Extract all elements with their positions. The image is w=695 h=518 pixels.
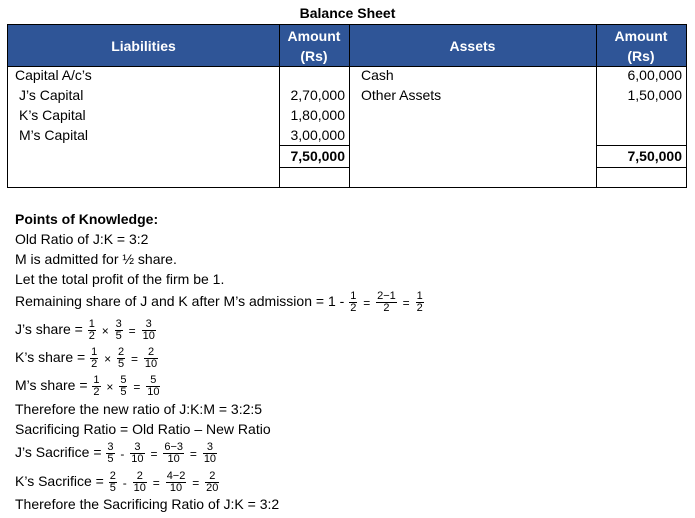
m-share-label: M’s share = bbox=[15, 377, 88, 394]
liability-amount: 2,70,000 bbox=[290, 87, 345, 103]
equals-sign: = bbox=[192, 475, 200, 490]
liabilities-header: Liabilities bbox=[111, 37, 176, 54]
j-sacrifice-line bbox=[15, 441, 218, 465]
fraction: $\frac{1}{2}$ bbox=[416, 290, 423, 314]
equals-sign: = bbox=[363, 295, 371, 310]
amount-header-line2: (Rs) bbox=[300, 47, 328, 64]
equals-sign: = bbox=[128, 323, 136, 338]
equals-sign: = bbox=[133, 379, 141, 394]
remaining-share-line bbox=[15, 290, 425, 314]
multiply-sign: × bbox=[104, 351, 112, 366]
k-share-label: K’s share = bbox=[15, 349, 86, 366]
equals-sign: = bbox=[152, 475, 160, 490]
equals-sign: = bbox=[150, 446, 158, 461]
minus-sign: - bbox=[122, 475, 127, 490]
fraction: $\frac{6-3}{10}$ bbox=[164, 441, 184, 465]
liabilities-amount-header bbox=[279, 25, 349, 66]
fraction: $\frac{1}{2}$ bbox=[93, 374, 100, 398]
fraction: $\frac{2}{5}$ bbox=[117, 346, 125, 370]
liability-label: K’s Capital bbox=[19, 107, 86, 123]
k-sacrifice-line bbox=[15, 470, 220, 494]
multiply-sign: × bbox=[106, 379, 114, 394]
assets-amount-header bbox=[596, 25, 686, 66]
liability-label: M’s Capital bbox=[19, 127, 88, 143]
amount-header-line1: Amount bbox=[287, 27, 341, 44]
liability-label: J’s Capital bbox=[19, 87, 84, 103]
multiply-sign: × bbox=[101, 323, 109, 338]
column-divider bbox=[349, 25, 350, 187]
fraction: $\frac{4-2}{10}$ bbox=[166, 470, 186, 494]
equals-sign: = bbox=[402, 295, 410, 310]
fraction: $\frac{2-1}{2}$ bbox=[377, 290, 396, 314]
balance-sheet-title: Balance Sheet bbox=[299, 5, 396, 21]
fraction: $\frac{3}{10}$ bbox=[131, 441, 144, 465]
amount-header-line1: Amount bbox=[614, 27, 668, 44]
assets-header: Assets bbox=[449, 37, 496, 54]
fraction: $\frac{1}{2}$ bbox=[350, 290, 357, 314]
liability-amount: 3,00,000 bbox=[290, 127, 345, 143]
old-ratio: Old Ratio of J:K = 3:2 bbox=[15, 231, 149, 247]
minus-sign: - bbox=[120, 446, 125, 461]
total-profit-note: Let the total profit of the firm be 1. bbox=[15, 271, 225, 287]
fraction: $\frac{3}{10}$ bbox=[203, 441, 217, 465]
liabilities-total: 7,50,000 bbox=[290, 148, 345, 164]
k-sacrifice-label: K’s Sacrifice = bbox=[15, 473, 104, 490]
conclusion: Therefore the Sacrificing Ratio of J:K = 3:2 bbox=[15, 496, 280, 512]
fraction: $\frac{5}{5}$ bbox=[120, 374, 127, 398]
fraction: $\frac{3}{10}$ bbox=[142, 318, 155, 342]
fraction: $\frac{3}{5}$ bbox=[107, 441, 114, 465]
fraction: $\frac{5}{10}$ bbox=[147, 374, 160, 398]
fraction: $\frac{3}{5}$ bbox=[115, 318, 122, 342]
new-ratio: Therefore the new ratio of J:K:M = 3:2:5 bbox=[15, 401, 263, 417]
asset-label: Cash bbox=[361, 67, 394, 83]
assets-total: 7,50,000 bbox=[627, 148, 682, 164]
j-share-line bbox=[15, 318, 157, 342]
liability-label: Capital A/c’s bbox=[15, 67, 92, 83]
table-header bbox=[8, 25, 686, 66]
total-rule bbox=[596, 167, 686, 168]
equals-sign: = bbox=[131, 351, 139, 366]
admission-note: M is admitted for ½ share. bbox=[15, 251, 177, 267]
fraction: $\frac{2}{5}$ bbox=[109, 470, 116, 494]
k-share-line bbox=[15, 346, 159, 370]
sacrificing-formula: Sacrificing Ratio = Old Ratio – New Ratio bbox=[15, 421, 271, 437]
asset-amount: 6,00,000 bbox=[627, 67, 682, 83]
fraction: $\frac{2}{10}$ bbox=[144, 346, 158, 370]
asset-amount: 1,50,000 bbox=[627, 87, 682, 103]
fraction: $\frac{2}{20}$ bbox=[206, 470, 219, 494]
balance-sheet-table bbox=[7, 24, 687, 188]
fraction: $\frac{1}{2}$ bbox=[88, 318, 95, 342]
amount-header-line2: (Rs) bbox=[627, 47, 655, 64]
fraction: $\frac{1}{2}$ bbox=[91, 346, 98, 370]
remaining-label: Remaining share of J and K after M’s admission = 1 - bbox=[15, 293, 345, 310]
liability-amount: 1,80,000 bbox=[290, 107, 345, 123]
j-share-label: J’s share = bbox=[15, 321, 83, 338]
m-share-line bbox=[15, 374, 161, 398]
asset-label: Other Assets bbox=[361, 87, 442, 103]
fraction: $\frac{2}{10}$ bbox=[133, 470, 146, 494]
j-sacrifice-label: J’s Sacrifice = bbox=[15, 444, 102, 461]
equals-sign: = bbox=[189, 446, 197, 461]
total-rule bbox=[279, 167, 349, 168]
header-divider bbox=[8, 66, 686, 67]
notes-heading: Points of Knowledge: bbox=[15, 211, 159, 227]
